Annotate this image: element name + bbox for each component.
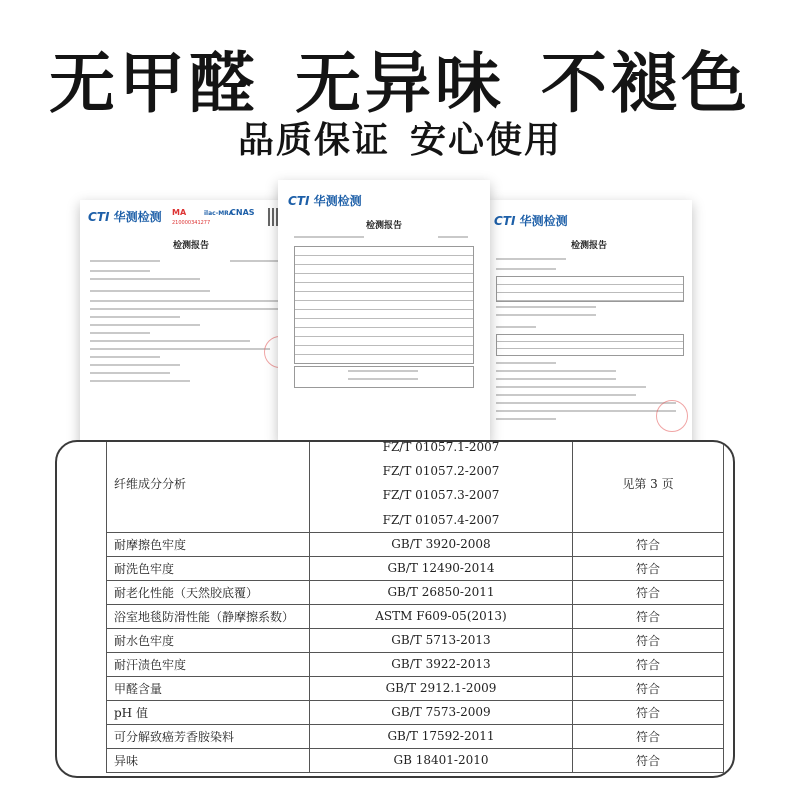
- standard-line: FZ/T 01057.3-2007: [382, 488, 500, 503]
- cnas-cert-icon: CNAS: [230, 208, 255, 217]
- table-row: [107, 628, 724, 652]
- test-item: 耐洗色牢度: [107, 556, 310, 580]
- headline: [0, 30, 800, 125]
- test-result: 符合: [573, 580, 724, 604]
- mini-results-table: [294, 246, 474, 364]
- test-standard: [310, 440, 573, 532]
- standard-line: FZ/T 01057.2-2007: [382, 464, 500, 479]
- test-standard: GB/T 12490-2014: [310, 556, 573, 580]
- cma-cert-icon: MA: [172, 208, 187, 217]
- table-row: [107, 532, 724, 556]
- test-standard: GB 18401-2010: [310, 748, 573, 772]
- test-standard: GB/T 3922-2013: [310, 652, 573, 676]
- test-result: 见第 3 页: [573, 440, 724, 532]
- test-result: 符合: [573, 748, 724, 772]
- cti-logo: CTI 华测检测: [88, 210, 162, 224]
- cti-logo: CTI 华测检测: [288, 194, 362, 208]
- table-row: [107, 604, 724, 628]
- test-standard: GB/T 2912.1-2009: [310, 676, 573, 700]
- test-item: 甲醛含量: [107, 676, 310, 700]
- test-standard: GB/T 3920-2008: [310, 532, 573, 556]
- test-item: 纤维成分分析: [107, 440, 310, 532]
- test-result: 符合: [573, 700, 724, 724]
- test-item: 可分解致癌芳香胺染料: [107, 724, 310, 748]
- test-result: 符合: [573, 724, 724, 748]
- cti-logo: CTI 华测检测: [494, 214, 568, 228]
- test-result: 符合: [573, 676, 724, 700]
- table-row: [107, 556, 724, 580]
- standard-line: FZ/T 01057.1-2007: [382, 440, 500, 454]
- headline-no-formaldehyde: 无甲醛: [49, 45, 259, 122]
- results-zoom-card: [55, 440, 735, 778]
- test-item: 异味: [107, 748, 310, 772]
- report-title: 检测报告: [365, 221, 402, 231]
- subheadline-quality: 品质保证: [237, 120, 390, 161]
- table-row: [107, 676, 724, 700]
- test-item: 浴室地毯防滑性能（静摩擦系数）: [107, 604, 310, 628]
- headline-no-fading: 不褪色: [541, 45, 751, 122]
- test-item: 耐老化性能（天然胶底覆）: [107, 580, 310, 604]
- test-result: 符合: [573, 604, 724, 628]
- seal-stamp-icon: [656, 400, 688, 432]
- test-standard: GB/T 5713-2013: [310, 628, 573, 652]
- subheadline-safe: 安心使用: [410, 120, 563, 161]
- report-title: 检测报告: [570, 241, 607, 251]
- ilac-mra-cert-icon: ilac-MRA: [204, 210, 234, 217]
- table-row: [107, 748, 724, 772]
- subheadline: [0, 112, 800, 163]
- test-item: 耐摩擦色牢度: [107, 532, 310, 556]
- report-title: 检测报告: [172, 241, 209, 251]
- test-item: 耐水色牢度: [107, 628, 310, 652]
- test-result: 符合: [573, 628, 724, 652]
- mini-odor-table: [496, 334, 684, 356]
- headline-no-odor: 无异味: [295, 45, 505, 122]
- table-row: [107, 580, 724, 604]
- table-row: [107, 440, 724, 532]
- test-standard: GB/T 26850-2011: [310, 580, 573, 604]
- table-row: [107, 700, 724, 724]
- test-result: 符合: [573, 556, 724, 580]
- table-row: [107, 724, 724, 748]
- test-standard: GB/T 17592-2011: [310, 724, 573, 748]
- test-item: pH 值: [107, 700, 310, 724]
- test-standard: ASTM F609-05(2013): [310, 604, 573, 628]
- report-page-left: [80, 200, 302, 470]
- report-page-right: [486, 200, 692, 470]
- results-table: [106, 440, 724, 773]
- report-page-middle: [278, 180, 490, 442]
- test-result: 符合: [573, 532, 724, 556]
- test-standard: GB/T 7573-2009: [310, 700, 573, 724]
- mini-ph-table: [496, 276, 684, 302]
- test-item: 耐汗渍色牢度: [107, 652, 310, 676]
- cma-code: 210000341277: [172, 220, 211, 226]
- test-result: 符合: [573, 652, 724, 676]
- standard-line: FZ/T 01057.4-2007: [382, 512, 500, 527]
- table-row: [107, 652, 724, 676]
